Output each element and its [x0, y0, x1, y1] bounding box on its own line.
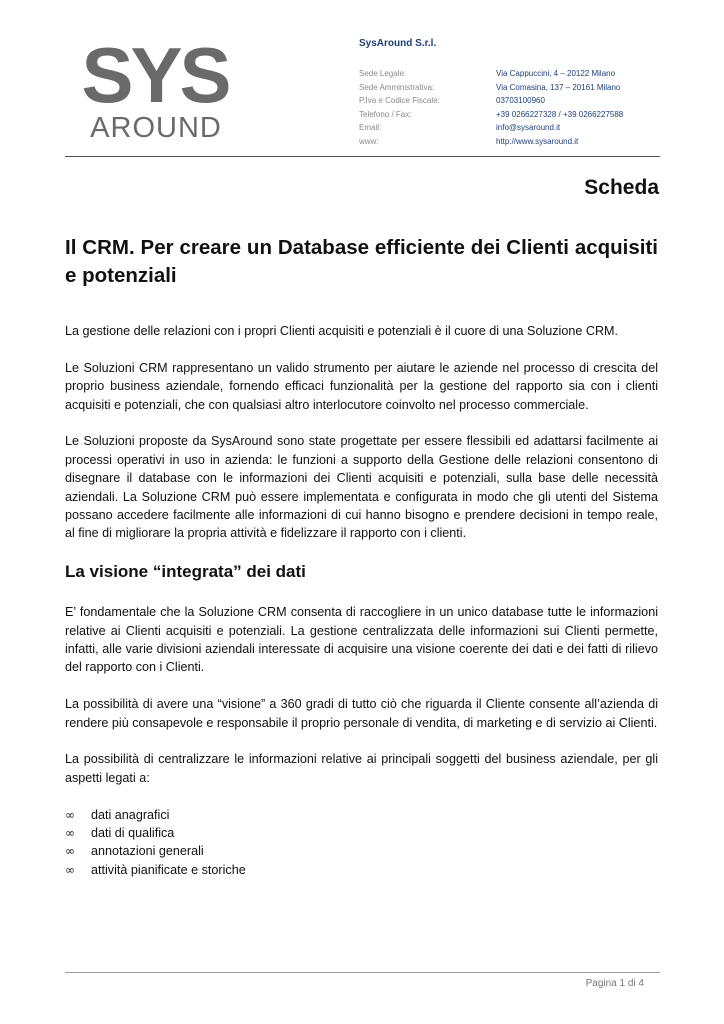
info-row — [359, 81, 623, 95]
infinity-bullet-icon: ∞ — [65, 862, 75, 877]
body-paragraph: Le Soluzioni CRM rappresentano un valido strumento per aiutare le aziende nel processo di crescita del proprio business aziendale, fornendo efficaci funzionalità per la gestione del rapporto sia con i clienti acquisiti e potenziali, che con qualsiasi altro interlocutore coinvolto nel processo commerciale. — [65, 360, 658, 412]
info-label: Sede Legale: — [359, 69, 407, 78]
list-item-text: dati anagrafici — [91, 807, 170, 822]
website-link[interactable]: http://www.sysaround.it — [496, 136, 579, 146]
info-row — [359, 67, 623, 81]
info-label: Sede Amministrativa: — [359, 82, 435, 92]
sysaround-logo — [70, 38, 240, 142]
info-row — [359, 94, 623, 108]
info-row — [359, 108, 623, 122]
body-paragraph: E’ fondamentale che la Soluzione CRM consenta di raccogliere in un unico database tutte le informazioni relative ai Clienti acquisiti e potenziali. La gestione centralizzata delle informazioni sui Clienti permette, infatti, alle varie divisioni aziendali interessate di acquisire una visione coerente dei dati e dei fatti di rilievo del rapporto con i Clienti. — [65, 605, 658, 675]
body-paragraph: La possibilità di centralizzare le informazioni relative ai principali soggetti del business aziendale, per gli aspetti legati a: — [65, 752, 658, 785]
document-body — [65, 322, 658, 879]
body-paragraph: La possibilità di avere una “visione” a 360 gradi di tutto ciò che riguarda il Cliente consente all’azienda di rendere più consapevole e responsabile il proprio personale di vendita, di marketing e di servizio ai Clienti. — [65, 697, 658, 730]
info-value: Via Comasina, 137 – 20161 Milano — [496, 82, 621, 92]
list-item — [65, 842, 658, 860]
header-divider — [65, 156, 660, 157]
email-link[interactable]: info@sysaround.it — [496, 123, 561, 132]
company-info-table — [359, 67, 623, 148]
info-value: Via Cappuccini, 4 – 20122 Milano — [496, 69, 616, 78]
document-title: Il CRM. Per creare un Database efficiente dei Clienti acquisiti e potenziali — [65, 236, 658, 287]
info-label: www: — [359, 136, 379, 146]
list-item-text: annotazioni generali — [91, 844, 204, 859]
page-number: Pagina 1 di 4 — [585, 978, 644, 989]
company-name: SysAround S.r.l. — [359, 38, 437, 49]
body-paragraph: Le Soluzioni proposte da SysAround sono state progettate per essere flessibili ed adattarsi facilmente ai processi operativi in uso in azienda: le funzioni a supporto della Gestione delle relazioni consentono di disegnare il database con le informazioni dei Clienti acquisiti e potenziali, sulla base delle necessità aziendali. La Soluzione CRM può essere implementata e configurata in modo che gli utenti del Sistema possano accedere facilmente alle informazioni di cui hanno bisogno e prendere decisioni in tempo reale, al fine di migliorare la propria attività e fidelizzare il rapporto con i clienti. — [65, 434, 658, 541]
footer-divider — [65, 972, 660, 973]
list-item — [65, 861, 658, 879]
info-label: Telefono / Fax: — [359, 109, 412, 119]
info-row — [359, 135, 623, 149]
list-item — [65, 806, 658, 824]
section-heading: La visione “integrata” dei dati — [65, 562, 306, 582]
info-label: Email: — [359, 123, 382, 132]
infinity-bullet-icon: ∞ — [65, 826, 75, 841]
infinity-bullet-icon: ∞ — [65, 844, 75, 859]
logo-around-text: AROUND — [90, 112, 222, 142]
list-item — [65, 824, 658, 842]
document-label: Scheda — [584, 176, 659, 199]
info-label: P.Iva e Codice Fiscale: — [359, 96, 440, 105]
info-value: +39 0266227328 / +39 0266227588 — [496, 109, 624, 119]
list-item-text: attività pianificate e storiche — [91, 862, 246, 877]
body-paragraph: La gestione delle relazioni con i propri Clienti acquisiti e potenziali è il cuore di una Soluzione CRM. — [65, 324, 619, 338]
info-row — [359, 121, 623, 135]
bullet-list — [65, 806, 658, 880]
info-value: 03703100960 — [496, 96, 545, 105]
list-item-text: dati di qualifica — [91, 826, 175, 841]
logo-sys-text: SYS — [81, 38, 229, 119]
infinity-bullet-icon: ∞ — [65, 807, 75, 822]
